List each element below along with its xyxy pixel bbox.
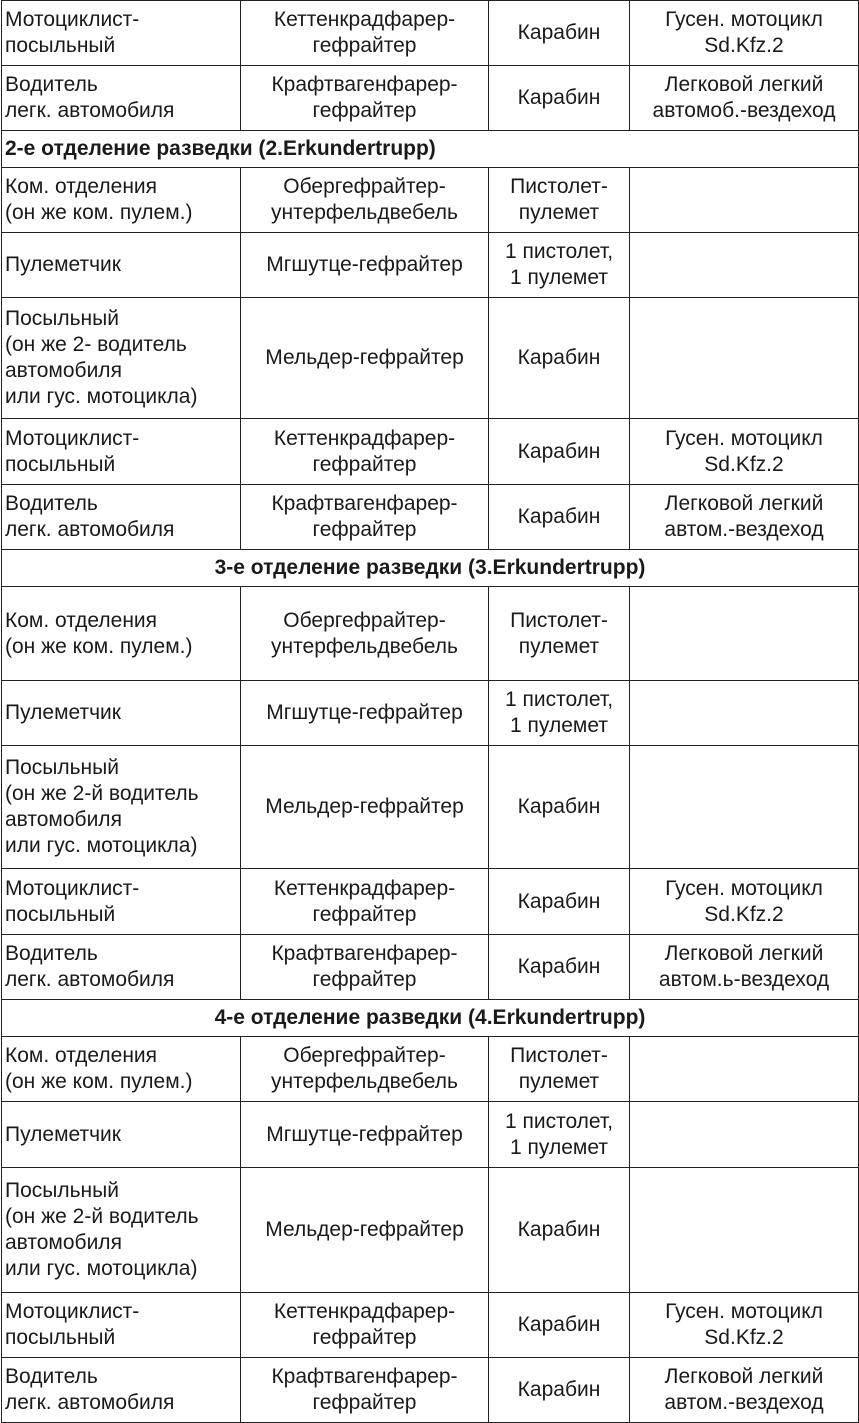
vehicle-cell (630, 935, 859, 1000)
section-header (2, 131, 859, 168)
rank-cell-text: Кеттенкрадфарер- гефрайтер (273, 8, 456, 57)
rank-cell (241, 233, 489, 298)
table-row (2, 419, 859, 485)
section-header-row (2, 131, 859, 168)
position-cell-text: Посыльный (он же 2-й водитель автомобиля или гус. мотоцикла) (5, 756, 199, 857)
position-cell-text: Водитель легк. автомобиля (5, 492, 175, 541)
rank-cell (241, 746, 489, 869)
rank-cell (241, 1037, 489, 1102)
weapon-cell (489, 1293, 630, 1358)
vehicle-cell-text: Гусен. мотоцикл Sd.Kfz.2 (665, 876, 823, 926)
weapon-cell-text: Карабин (517, 955, 601, 978)
staff-table-body (2, 1, 859, 1423)
weapon-cell (489, 298, 630, 419)
rank-cell-text: Мгшутце-гефрайтер (266, 253, 463, 276)
position-cell (2, 298, 241, 419)
position-cell (2, 587, 241, 681)
position-cell-text: Мотоциклист- посыльный (5, 426, 140, 476)
position-cell-text: Ком. отделения (он же ком. пулем.) (5, 175, 193, 224)
weapon-cell (489, 746, 630, 869)
table-row (2, 1293, 859, 1358)
weapon-cell-text: Карабин (517, 21, 601, 44)
vehicle-cell (630, 587, 859, 681)
position-cell (2, 66, 241, 131)
position-cell (2, 233, 241, 298)
rank-cell (241, 485, 489, 550)
vehicle-cell (630, 485, 859, 550)
rank-cell (241, 935, 489, 1000)
vehicle-cell (630, 1102, 859, 1168)
vehicle-cell (630, 1358, 859, 1423)
section-header-row (2, 1000, 859, 1037)
position-cell (2, 168, 241, 233)
weapon-cell-text: Пистолет- пулемет (510, 1044, 608, 1093)
table-row (2, 1168, 859, 1293)
position-cell-text: Пулеметчик (5, 701, 121, 724)
rank-cell-text: Кеттенкрадфарер- гефрайтер (273, 1300, 456, 1349)
rank-cell-text: Обергефрайтер- унтерфельдвебель (271, 608, 458, 658)
section-header (2, 1000, 859, 1037)
position-cell-text: Ком. отделения (он же ком. пулем.) (5, 1044, 193, 1093)
section-header-row (2, 550, 859, 587)
rank-cell-text: Крафтвагенфарер- гефрайтер (271, 1365, 458, 1414)
rank-cell-text: Обергефрайтер- унтерфельдвебель (271, 1044, 458, 1093)
rank-cell (241, 66, 489, 131)
vehicle-cell (630, 233, 859, 298)
weapon-cell (489, 1037, 630, 1102)
rank-cell (241, 298, 489, 419)
weapon-cell (489, 1102, 630, 1168)
position-cell-text: Пулеметчик (5, 253, 121, 276)
vehicle-cell (630, 681, 859, 746)
vehicle-cell-text: Гусен. мотоцикл Sd.Kfz.2 (665, 1300, 823, 1349)
vehicle-cell-text: Легковой легкий автом.-вездеход (664, 492, 824, 541)
position-cell (2, 1293, 241, 1358)
rank-cell-text: Обергефрайтер- унтерфельдвебель (271, 175, 458, 224)
section-title: 3-е отделение разведки (3.Erkundertrupp) (214, 556, 646, 579)
weapon-cell (489, 935, 630, 1000)
table-row (2, 869, 859, 935)
table-row (2, 66, 859, 131)
position-cell-text: Посыльный (он же 2-й водитель автомобиля или гус. мотоцикла) (5, 1179, 199, 1280)
position-cell (2, 1037, 241, 1102)
weapon-cell-text: 1 пистолет, 1 пулемет (504, 240, 614, 289)
weapon-cell (489, 587, 630, 681)
weapon-cell-text: Пистолет- пулемет (510, 608, 608, 658)
weapon-cell-text: Пистолет- пулемет (510, 175, 608, 224)
rank-cell (241, 681, 489, 746)
rank-cell-text: Крафтвагенфарер- гефрайтер (271, 492, 458, 541)
rank-cell-text: Мгшутце-гефрайтер (266, 1122, 463, 1146)
rank-cell (241, 419, 489, 485)
position-cell (2, 485, 241, 550)
table-row (2, 1037, 859, 1102)
rank-cell (241, 1102, 489, 1168)
section-header (2, 550, 859, 587)
position-cell (2, 935, 241, 1000)
section-title: 2-е отделение разведки (2.Erkundertrupp) (5, 137, 436, 160)
rank-cell (241, 168, 489, 233)
weapon-cell (489, 485, 630, 550)
rank-cell-text: Мельдер-гефрайтер (265, 795, 464, 818)
vehicle-cell (630, 869, 859, 935)
weapon-cell (489, 419, 630, 485)
rank-cell (241, 1293, 489, 1358)
table-row (2, 681, 859, 746)
weapon-cell (489, 1, 630, 66)
weapon-cell-text: Карабин (517, 346, 601, 369)
rank-cell-text: Мельдер-гефрайтер (265, 1218, 464, 1241)
rank-cell-text: Мельдер-гефрайтер (265, 346, 464, 369)
vehicle-cell (630, 1037, 859, 1102)
weapon-cell (489, 66, 630, 131)
weapon-cell-text: 1 пистолет, 1 пулемет (504, 688, 614, 737)
position-cell-text: Водитель легк. автомобиля (5, 1365, 175, 1414)
weapon-cell (489, 1358, 630, 1423)
position-cell (2, 746, 241, 869)
rank-cell-text: Крафтвагенфарер- гефрайтер (271, 942, 458, 991)
table-row (2, 298, 859, 419)
vehicle-cell-text: Гусен. мотоцикл Sd.Kfz.2 (665, 8, 823, 57)
position-cell-text: Пулеметчик (5, 1122, 121, 1146)
position-cell-text: Посыльный (он же 2- водитель автомобиля или гус. мотоцикла) (5, 307, 198, 408)
rank-cell-text: Кеттенкрадфарер- гефрайтер (273, 876, 456, 926)
weapon-cell-text: Карабин (517, 1378, 601, 1401)
weapon-cell-text: Карабин (517, 1313, 601, 1336)
weapon-cell-text: Карабин (517, 505, 601, 528)
rank-cell (241, 1, 489, 66)
table-row (2, 935, 859, 1000)
vehicle-cell (630, 419, 859, 485)
weapon-cell-text: Карабин (517, 795, 601, 818)
position-cell (2, 1358, 241, 1423)
position-cell-text: Мотоциклист- посыльный (5, 8, 140, 57)
vehicle-cell-text: Легковой легкий автом.ь-вездеход (658, 942, 830, 991)
rank-cell (241, 1168, 489, 1293)
position-cell-text: Водитель легк. автомобиля (5, 942, 175, 991)
position-cell (2, 1102, 241, 1168)
table-row (2, 485, 859, 550)
table-row (2, 587, 859, 681)
weapon-cell-text: 1 пистолет, 1 пулемет (504, 1109, 614, 1159)
rank-cell-text: Кеттенкрадфарер- гефрайтер (273, 426, 456, 476)
weapon-cell (489, 233, 630, 298)
weapon-cell-text: Карабин (517, 1218, 601, 1241)
vehicle-cell (630, 66, 859, 131)
position-cell (2, 869, 241, 935)
section-title: 4-е отделение разведки (4.Erkundertrupp) (214, 1006, 646, 1029)
position-cell-text: Водитель легк. автомобиля (5, 73, 175, 122)
weapon-cell-text: Карабин (517, 86, 601, 109)
vehicle-cell-text: Легковой легкий автом.-вездеход (664, 1365, 824, 1414)
weapon-cell-text: Карабин (517, 439, 601, 463)
staff-table (1, 0, 859, 1423)
table-row (2, 1, 859, 66)
table-row (2, 1102, 859, 1168)
vehicle-cell (630, 1, 859, 66)
weapon-cell (489, 168, 630, 233)
weapon-cell-text: Карабин (517, 889, 601, 913)
rank-cell-text: Мгшутце-гефрайтер (266, 701, 463, 724)
position-cell-text: Мотоциклист- посыльный (5, 876, 140, 926)
vehicle-cell-text: Легковой легкий автомоб.-вездеход (652, 73, 836, 122)
table-row (2, 1358, 859, 1423)
rank-cell (241, 587, 489, 681)
weapon-cell (489, 681, 630, 746)
table-row (2, 168, 859, 233)
vehicle-cell (630, 298, 859, 419)
vehicle-cell (630, 746, 859, 869)
rank-cell (241, 1358, 489, 1423)
position-cell-text: Ком. отделения (он же ком. пулем.) (5, 608, 193, 658)
vehicle-cell (630, 168, 859, 233)
position-cell (2, 681, 241, 746)
position-cell-text: Мотоциклист- посыльный (5, 1300, 140, 1349)
vehicle-cell (630, 1168, 859, 1293)
weapon-cell (489, 869, 630, 935)
weapon-cell (489, 1168, 630, 1293)
table-row (2, 233, 859, 298)
rank-cell-text: Крафтвагенфарер- гефрайтер (271, 73, 458, 122)
position-cell (2, 1168, 241, 1293)
vehicle-cell-text: Гусен. мотоцикл Sd.Kfz.2 (665, 426, 823, 476)
position-cell (2, 419, 241, 485)
position-cell (2, 1, 241, 66)
vehicle-cell (630, 1293, 859, 1358)
rank-cell (241, 869, 489, 935)
table-row (2, 746, 859, 869)
